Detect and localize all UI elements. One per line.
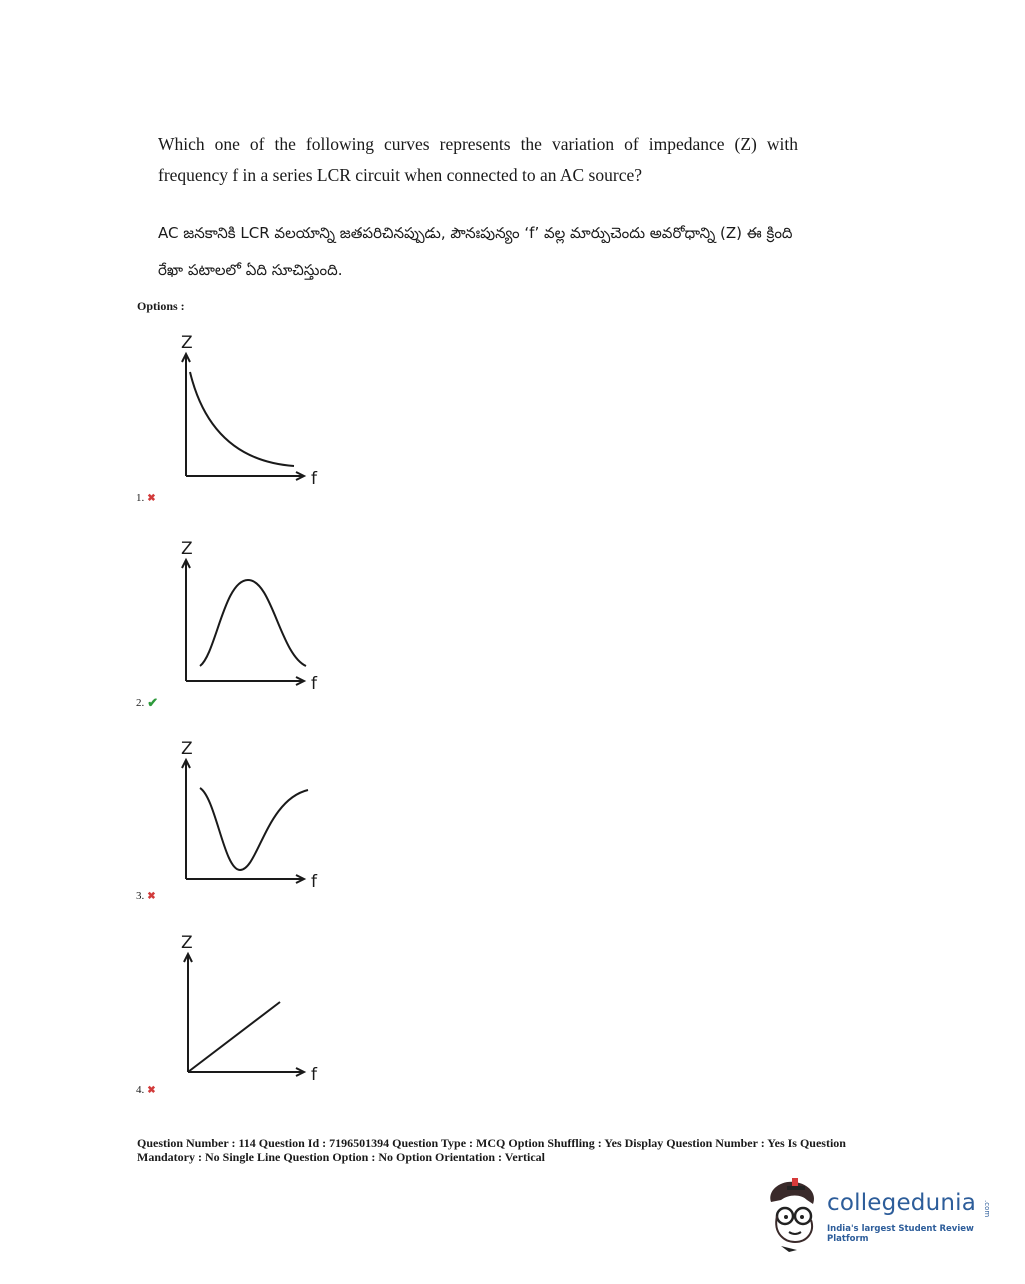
x-axis [186, 677, 304, 685]
check-icon: ✔ [147, 695, 159, 710]
graduate-mascot-icon [767, 1176, 827, 1252]
option-1-number[interactable]: 1. ✖ [136, 492, 156, 504]
cross-icon: ✖ [147, 890, 156, 902]
x-axis-label: f [311, 872, 317, 892]
option-4-number[interactable]: 4. ✖ [136, 1084, 156, 1096]
collegedunia-logo [767, 1176, 1002, 1252]
x-axis [188, 1068, 304, 1076]
option-3-graph[interactable] [168, 736, 328, 906]
x-axis-label: f [311, 469, 317, 489]
curve-decreasing [190, 372, 294, 466]
brand-name: collegedunia [827, 1190, 977, 1216]
brand-domain-suffix: .com [983, 1200, 991, 1218]
y-axis [182, 760, 190, 879]
cross-icon: ✖ [147, 1084, 156, 1096]
question-english: Which one of the following curves represents the variation of impedance (Z) with frequency f in a series LCR circuit when connected to an AC source? [158, 134, 798, 185]
option-1-graph[interactable] [168, 330, 328, 500]
curve-linear [188, 1002, 280, 1072]
option-2-number[interactable]: 2. ✔ [136, 695, 159, 710]
brand-tagline: India's largest Student Review Platform [827, 1224, 974, 1244]
curve-dip [200, 788, 308, 870]
option-2-graph[interactable] [168, 536, 328, 706]
y-axis [184, 954, 192, 1072]
question-telugu: AC జనకానికి LCR వలయాన్ని జతపరిచినప్పుడు, పౌనఃపున్యం ‘f’ వల్ల మార్పుచెందు అవరోధాన్ని (Z) ఈ క్రింది రేఖా పటాలలో ఏది సూచిస్తుంది. [158, 224, 793, 279]
curve-peak [200, 580, 306, 666]
y-axis-label: Z [181, 539, 193, 559]
option-4-graph[interactable] [168, 930, 328, 1100]
question-metadata: Question Number : 114 Question Id : 7196501394 Question Type : MCQ Option Shuffling : Yes Display Question Number : Yes Is Question Mandatory : No Single Line Question Option : No Option Orientation : Vertical [137, 1136, 846, 1164]
y-axis [182, 560, 190, 681]
options-label: Options : [137, 299, 185, 313]
x-axis [186, 472, 304, 480]
y-axis-label: Z [181, 933, 193, 953]
y-axis-label: Z [181, 333, 193, 353]
x-axis-label: f [311, 674, 317, 694]
y-axis-label: Z [181, 739, 193, 759]
x-axis [186, 875, 304, 883]
x-axis-label: f [311, 1065, 317, 1085]
y-axis [182, 354, 190, 476]
cross-icon: ✖ [147, 492, 156, 504]
option-3-number[interactable]: 3. ✖ [136, 890, 156, 902]
